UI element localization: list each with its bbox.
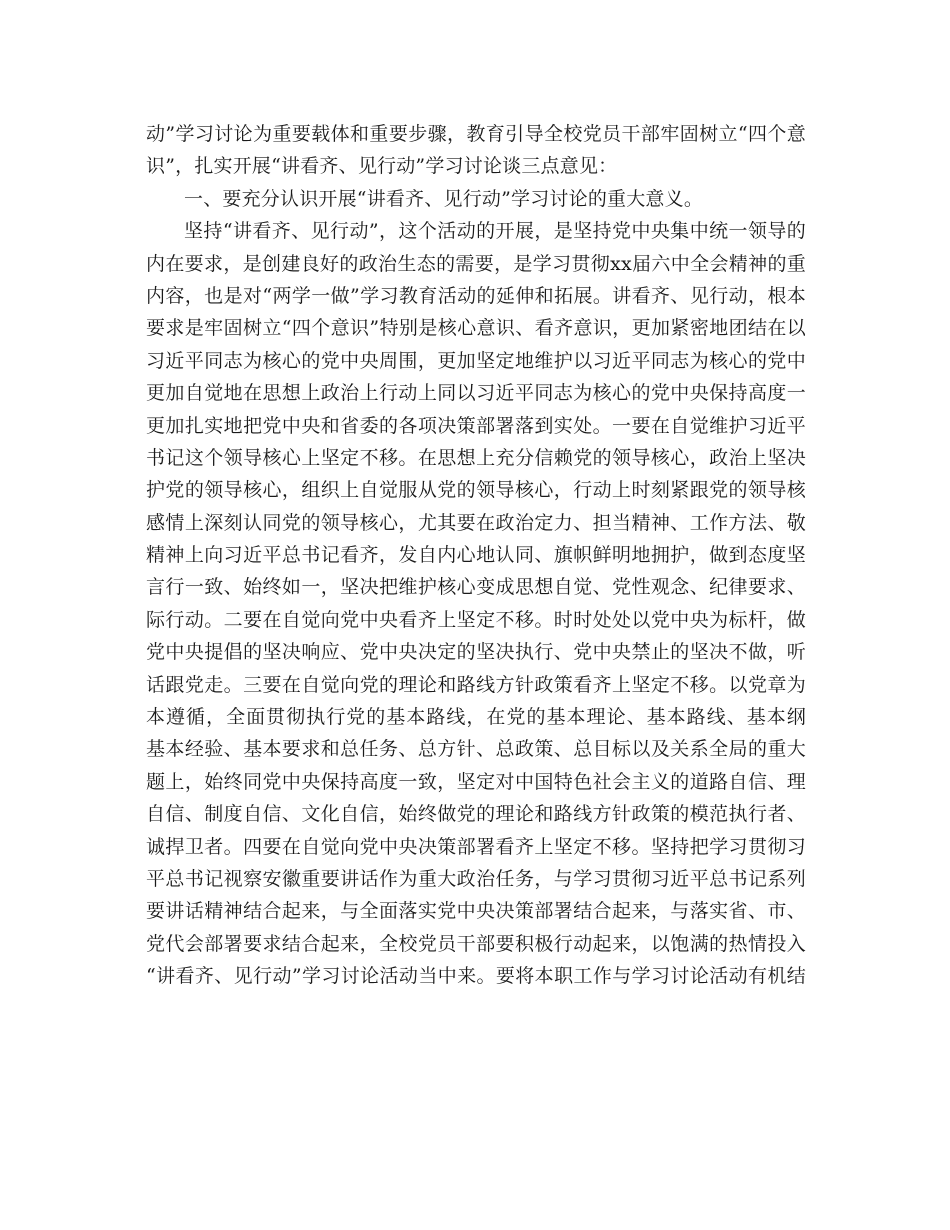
text-line: 书记这个领导核心上坚定不移。在思想上充分信赖党的领导核心，政治上坚决 (146, 446, 806, 469)
text-line: 平总书记视察安徽重要讲话作为重大政治任务，与学习贯彻习近平总书记系列 (146, 867, 806, 890)
text-line: 更加扎实地把党中央和省委的各项决策部署落到实处。一要在自觉维护习近平 (146, 414, 806, 437)
text-line: 要求是牢固树立“四个意识”特别是核心意识、看齐意识，更加紧密地团结在以 (146, 317, 806, 340)
text-line: “讲看齐、见行动”学习讨论活动当中来。要将本职工作与学习讨论活动有机结 (146, 965, 806, 988)
text-line: 识”，扎实开展“讲看齐、见行动”学习讨论谈三点意见： (146, 155, 618, 178)
text-line: 内容，也是对“两学一做”学习教育活动的延伸和拓展。讲看齐、见行动，根本 (146, 284, 806, 307)
text-line: 更加自觉地在思想上政治上行动上同以习近平同志为核心的党中央保持高度一 (146, 382, 806, 405)
text-line: 护党的领导核心，组织上自觉服从党的领导核心，行动上时刻紧跟党的领导核 (146, 479, 806, 502)
text-line: 动”学习讨论为重要载体和重要步骤，教育引导全校党员干部牢固树立“四个意 (146, 123, 806, 145)
text-line: 言行一致、始终如一，坚决把维护核心变成思想自觉、党性观念、纪律要求、 (146, 576, 806, 599)
section-heading: 一、要充分认识开展“讲看齐、见行动”学习讨论的重大意义。 (184, 187, 704, 210)
text-line: 题上，始终同党中央保持高度一致，坚定对中国特色社会主义的道路自信、理 (146, 770, 806, 793)
text-line: 内在要求，是创建良好的政治生态的需要，是学习贯彻xx届六中全会精神的重 (146, 252, 806, 275)
text-line: 党中央提倡的坚决响应、党中央决定的坚决执行、党中央禁止的坚决不做，听 (146, 641, 806, 664)
text-line: 诚捍卫者。四要在自觉向党中央决策部署看齐上坚定不移。坚持把学习贯彻习 (146, 835, 806, 858)
text-line: 精神上向习近平总书记看齐，发自内心地认同、旗帜鲜明地拥护，做到态度坚 (146, 544, 806, 567)
text-line: 基本经验、基本要求和总任务、总方针、总政策、总目标以及关系全局的重大 (146, 738, 806, 761)
text-line: 自信、制度自信、文化自信，始终做党的理论和路线方针政策的模范执行者、 (146, 803, 806, 826)
text-line: 本遵循，全面贯彻执行党的基本路线，在党的基本理论、基本路线、基本纲 (146, 706, 806, 729)
text-line: 际行动。二要在自觉向党中央看齐上坚定不移。时时处处以党中央为标杆，做 (146, 608, 806, 631)
text-line: 党代会部署要求结合起来，全校党员干部要积极行动起来，以饱满的热情投入 (146, 932, 806, 955)
document-body (146, 118, 806, 993)
text-line: 感情上深刻认同党的领导核心，尤其要在政治定力、担当精神、工作方法、敬 (146, 511, 806, 534)
text-line: 习近平同志为核心的党中央周围，更加坚定地维护以习近平同志为核心的党中 (146, 349, 806, 372)
text-line: 要讲话精神结合起来，与全面落实党中央决策部署结合起来，与落实省、市、 (146, 900, 806, 923)
text-line: 话跟党走。三要在自觉向党的理论和路线方针政策看齐上坚定不移。以党章为 (146, 673, 806, 696)
paragraph-first-line: 坚持“讲看齐、见行动”，这个活动的开展，是坚持党中央集中统一领导的 (184, 220, 806, 243)
